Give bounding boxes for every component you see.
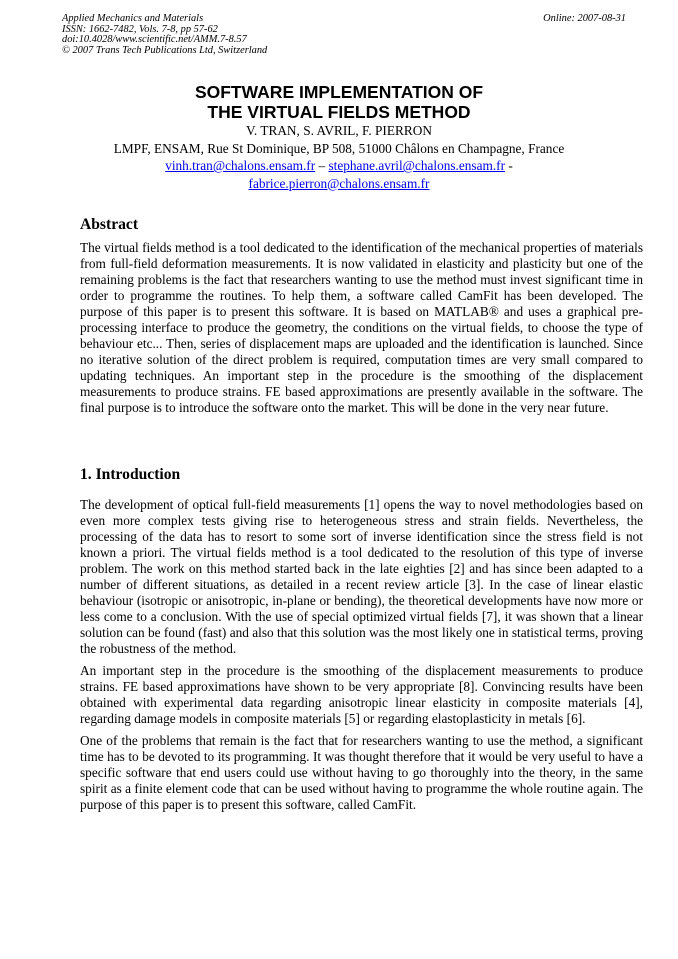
title-line-1: SOFTWARE IMPLEMENTATION OF — [194, 82, 484, 102]
introduction-section — [80, 466, 643, 813]
email-line-2 — [0, 175, 678, 193]
email-separator: - — [505, 158, 513, 173]
email-line-1 — [0, 157, 678, 175]
affiliation: LMPF, ENSAM, Rue St Dominique, BP 508, 51000 Châlons en Champagne, France — [113, 140, 565, 156]
paper-title — [0, 82, 678, 122]
abstract-heading: Abstract — [80, 216, 139, 233]
abstract-text: The virtual fields method is a tool dedicated to the identification of the mechanical properties of materials from full-field deformation measurements. It is now validated in elasticity and plasticity but one of the remaining problems is the fact that researchers wanting to use the method must invest significant time in order to programme the routines. To help them, a software called CamFit has been developed. The purpose of this paper is to present this software. It is based on MATLAB® and uses a graphical pre-processing interface to produce the geometry, the conditions on the virtual fields, to choose the type of behaviour etc... Then, series of displacement maps are uploaded and the identification is launched. Since no iterative solution of the direct problem is required, computation times are very small compared to updating techniques. An important step in the procedure is the smoothing of the displacement measurements to produce strains. FE based approximations are presently available in the software. The final purpose is to introduce the software onto the market. This will be done in the very near future. — [80, 240, 643, 415]
issn-line: ISSN: 1662-7482, Vols. 7-8, pp 57-62 — [62, 23, 218, 35]
abstract-section — [80, 216, 643, 416]
online-date: Online: 2007-08-31 — [543, 13, 626, 24]
doi-line: doi:10.4028/www.scientific.net/AMM.7-8.57 — [62, 34, 247, 45]
journal-name: Applied Mechanics and Materials — [62, 13, 204, 24]
email-separator: – — [315, 158, 329, 173]
email-link-pierron[interactable]: fabrice.pierron@chalons.ensam.fr — [248, 175, 430, 191]
title-line-2: THE VIRTUAL FIELDS METHOD — [207, 102, 471, 122]
email-link-tran[interactable]: vinh.tran@chalons.ensam.fr — [165, 158, 316, 173]
introduction-heading: 1. Introduction — [80, 466, 181, 483]
journal-header — [62, 14, 267, 56]
email-link-avril[interactable]: stephane.avril@chalons.ensam.fr — [328, 158, 506, 173]
intro-paragraph: One of the problems that remain is the fact that for researchers wanting to use the method, a significant time has to be devoted to its programming. It was thought therefore that it would be very useful to have a specific software that end users could use without having to go thoroughly into the theory, in the same spirit as a finite element code that can be used without having to programme the whole routine again. The purpose of this paper is to present this software, called CamFit. — [80, 733, 643, 812]
author-block — [0, 122, 678, 192]
intro-paragraph: The development of optical full-field measurements [1] opens the way to novel methodologies based on even more complex tests giving rise to heterogeneous stress and strain fields. Nevertheless, the processing of the data has to resort to some sort of inverse identification since the stress field is not known a priori. The virtual fields method is a tool dedicated to the resolution of this type of inverse problem. The work on this method started back in the late eighties [2] and has since been adapted to a number of different situations, as detailed in a recent review article [3]. In the case of linear elastic behaviour (isotropic or anisotropic, in-plane or bending), the theoretical developments have now more or less come to a conclusion. With the use of special optimized virtual fields [7], it was shown that a linear solution can be found (fast) and also that this solution was the most likely one in statistical terms, proving the robustness of the method. — [80, 497, 643, 656]
author-names: V. TRAN, S. AVRIL, F. PIERRON — [246, 123, 432, 138]
copyright-line: © 2007 Trans Tech Publications Ltd, Switzerland — [62, 44, 268, 56]
intro-paragraph: An important step in the procedure is the smoothing of the displacement measurements to produce strains. FE based approximations have shown to be very appropriate [8]. Convincing results have been obtained with experimental data regarding anisotropic linear elasticity in composite materials [4], regarding damage models in composite materials [5] or regarding elastoplasticity in metals [6]. — [80, 663, 643, 726]
